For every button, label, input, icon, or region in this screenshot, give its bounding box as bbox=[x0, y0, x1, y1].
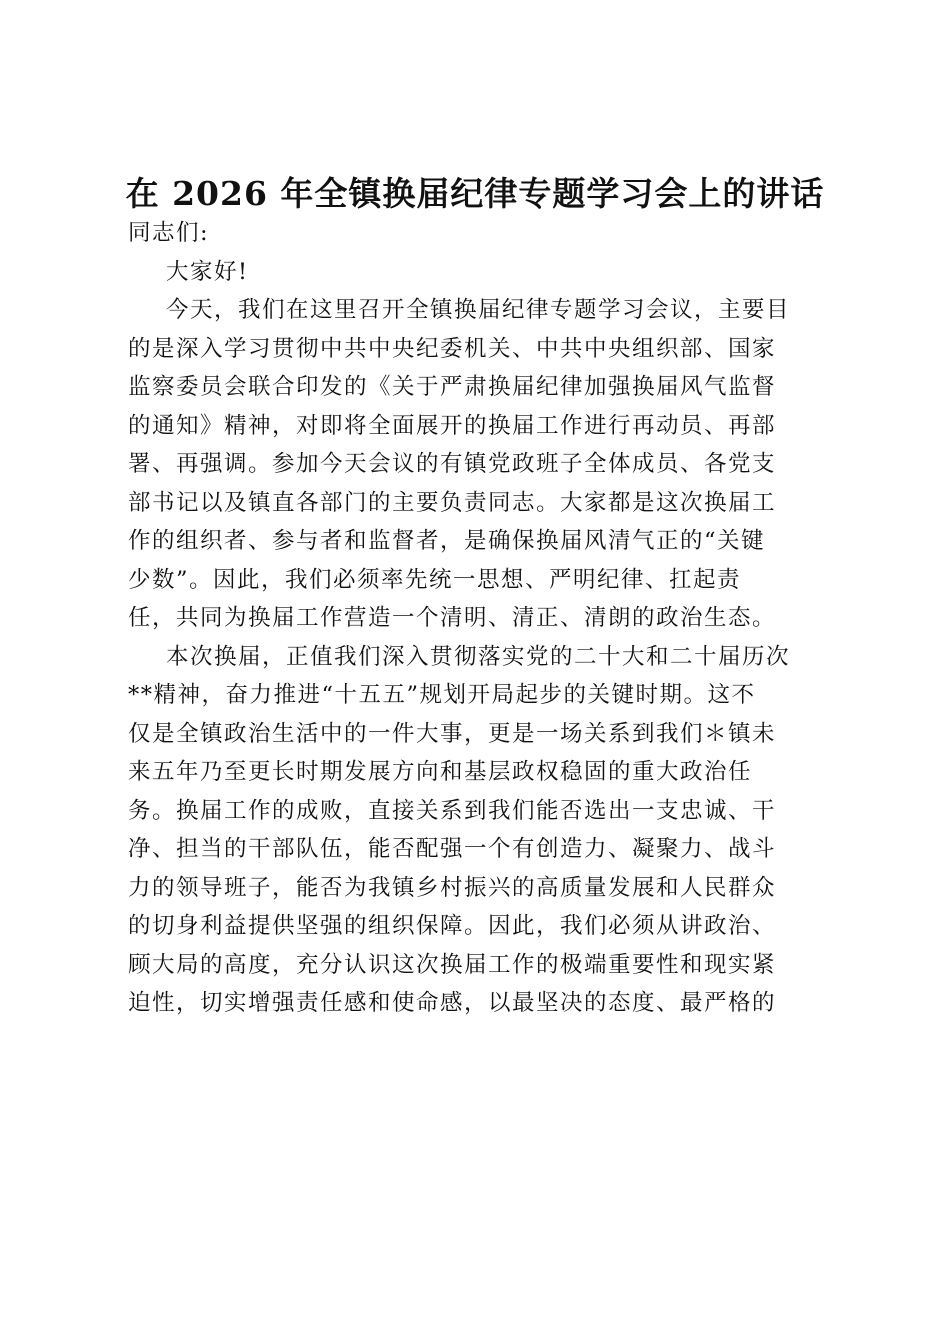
paragraph-line: 顾大局的高度，充分认识这次换届工作的极端重要性和现实紧 bbox=[128, 951, 777, 978]
paragraph-line: **精神，奋力推进“十五五”规划开局起步的关键时期。这不 bbox=[128, 682, 756, 708]
paragraph-line: 仅是全镇政治生活中的一件大事，更是一场关系到我们＊镇未 bbox=[128, 720, 777, 747]
paragraph-line: 的通知》精神，对即将全面展开的换届工作进行再动员、再部 bbox=[128, 412, 777, 439]
paragraph-line: 务。换届工作的成败，直接关系到我们能否选出一支忠诚、干 bbox=[128, 797, 777, 824]
paragraph-line: 监察委员会联合印发的《关于严肃换届纪律加强换届风气监督 bbox=[128, 374, 777, 400]
document-body bbox=[128, 214, 828, 1023]
paragraph-line: 少数”。因此，我们必须率先统一思想、严明纪律、扛起责 bbox=[128, 566, 742, 593]
paragraph-line: 净、担当的干部队伍，能否配强一个有创造力、凝聚力、战斗 bbox=[128, 836, 777, 862]
paragraph-line: 迫性，切实增强责任感和使命感，以最坚决的态度、最严格的 bbox=[128, 990, 777, 1016]
paragraph-2 bbox=[128, 638, 828, 1023]
paragraph-line: 署、再强调。参加今天会议的有镇党政班子全体成员、各党支 bbox=[128, 451, 777, 477]
paragraph-line: 来五年乃至更长时期发展方向和基层政权稳固的重大政治任 bbox=[128, 759, 753, 785]
paragraph-line: 今天，我们在这里召开全镇换届纪律专题学习会议，主要目 bbox=[166, 297, 791, 323]
paragraph-line: 作的组织者、参与者和监督者，是确保换届风清气正的“关键 bbox=[128, 528, 766, 554]
paragraph-line: 的切身利益提供坚强的组织保障。因此，我们必须从讲政治、 bbox=[128, 913, 777, 939]
greeting: 大家好! bbox=[166, 258, 249, 285]
paragraph-line: 的是深入学习贯彻中共中央纪委机关、中共中央组织部、国家 bbox=[128, 335, 777, 362]
paragraph-line: 部书记以及镇直各部门的主要负责同志。大家都是这次换届工 bbox=[128, 489, 777, 516]
paragraph-line: 力的领导班子，能否为我镇乡村振兴的高质量发展和人民群众 bbox=[128, 874, 777, 901]
document-title: 在 2026 年全镇换届纪律专题学习会上的讲话 bbox=[125, 174, 825, 213]
salutation: 同志们: bbox=[128, 220, 210, 246]
paragraph-line: 本次换届，正值我们深入贯彻落实党的二十大和二十届历次 bbox=[166, 643, 791, 670]
paragraph-line: 任，共同为换届工作营造一个清明、清正、清朗的政治生态。 bbox=[128, 605, 777, 631]
paragraph-1 bbox=[128, 291, 828, 638]
